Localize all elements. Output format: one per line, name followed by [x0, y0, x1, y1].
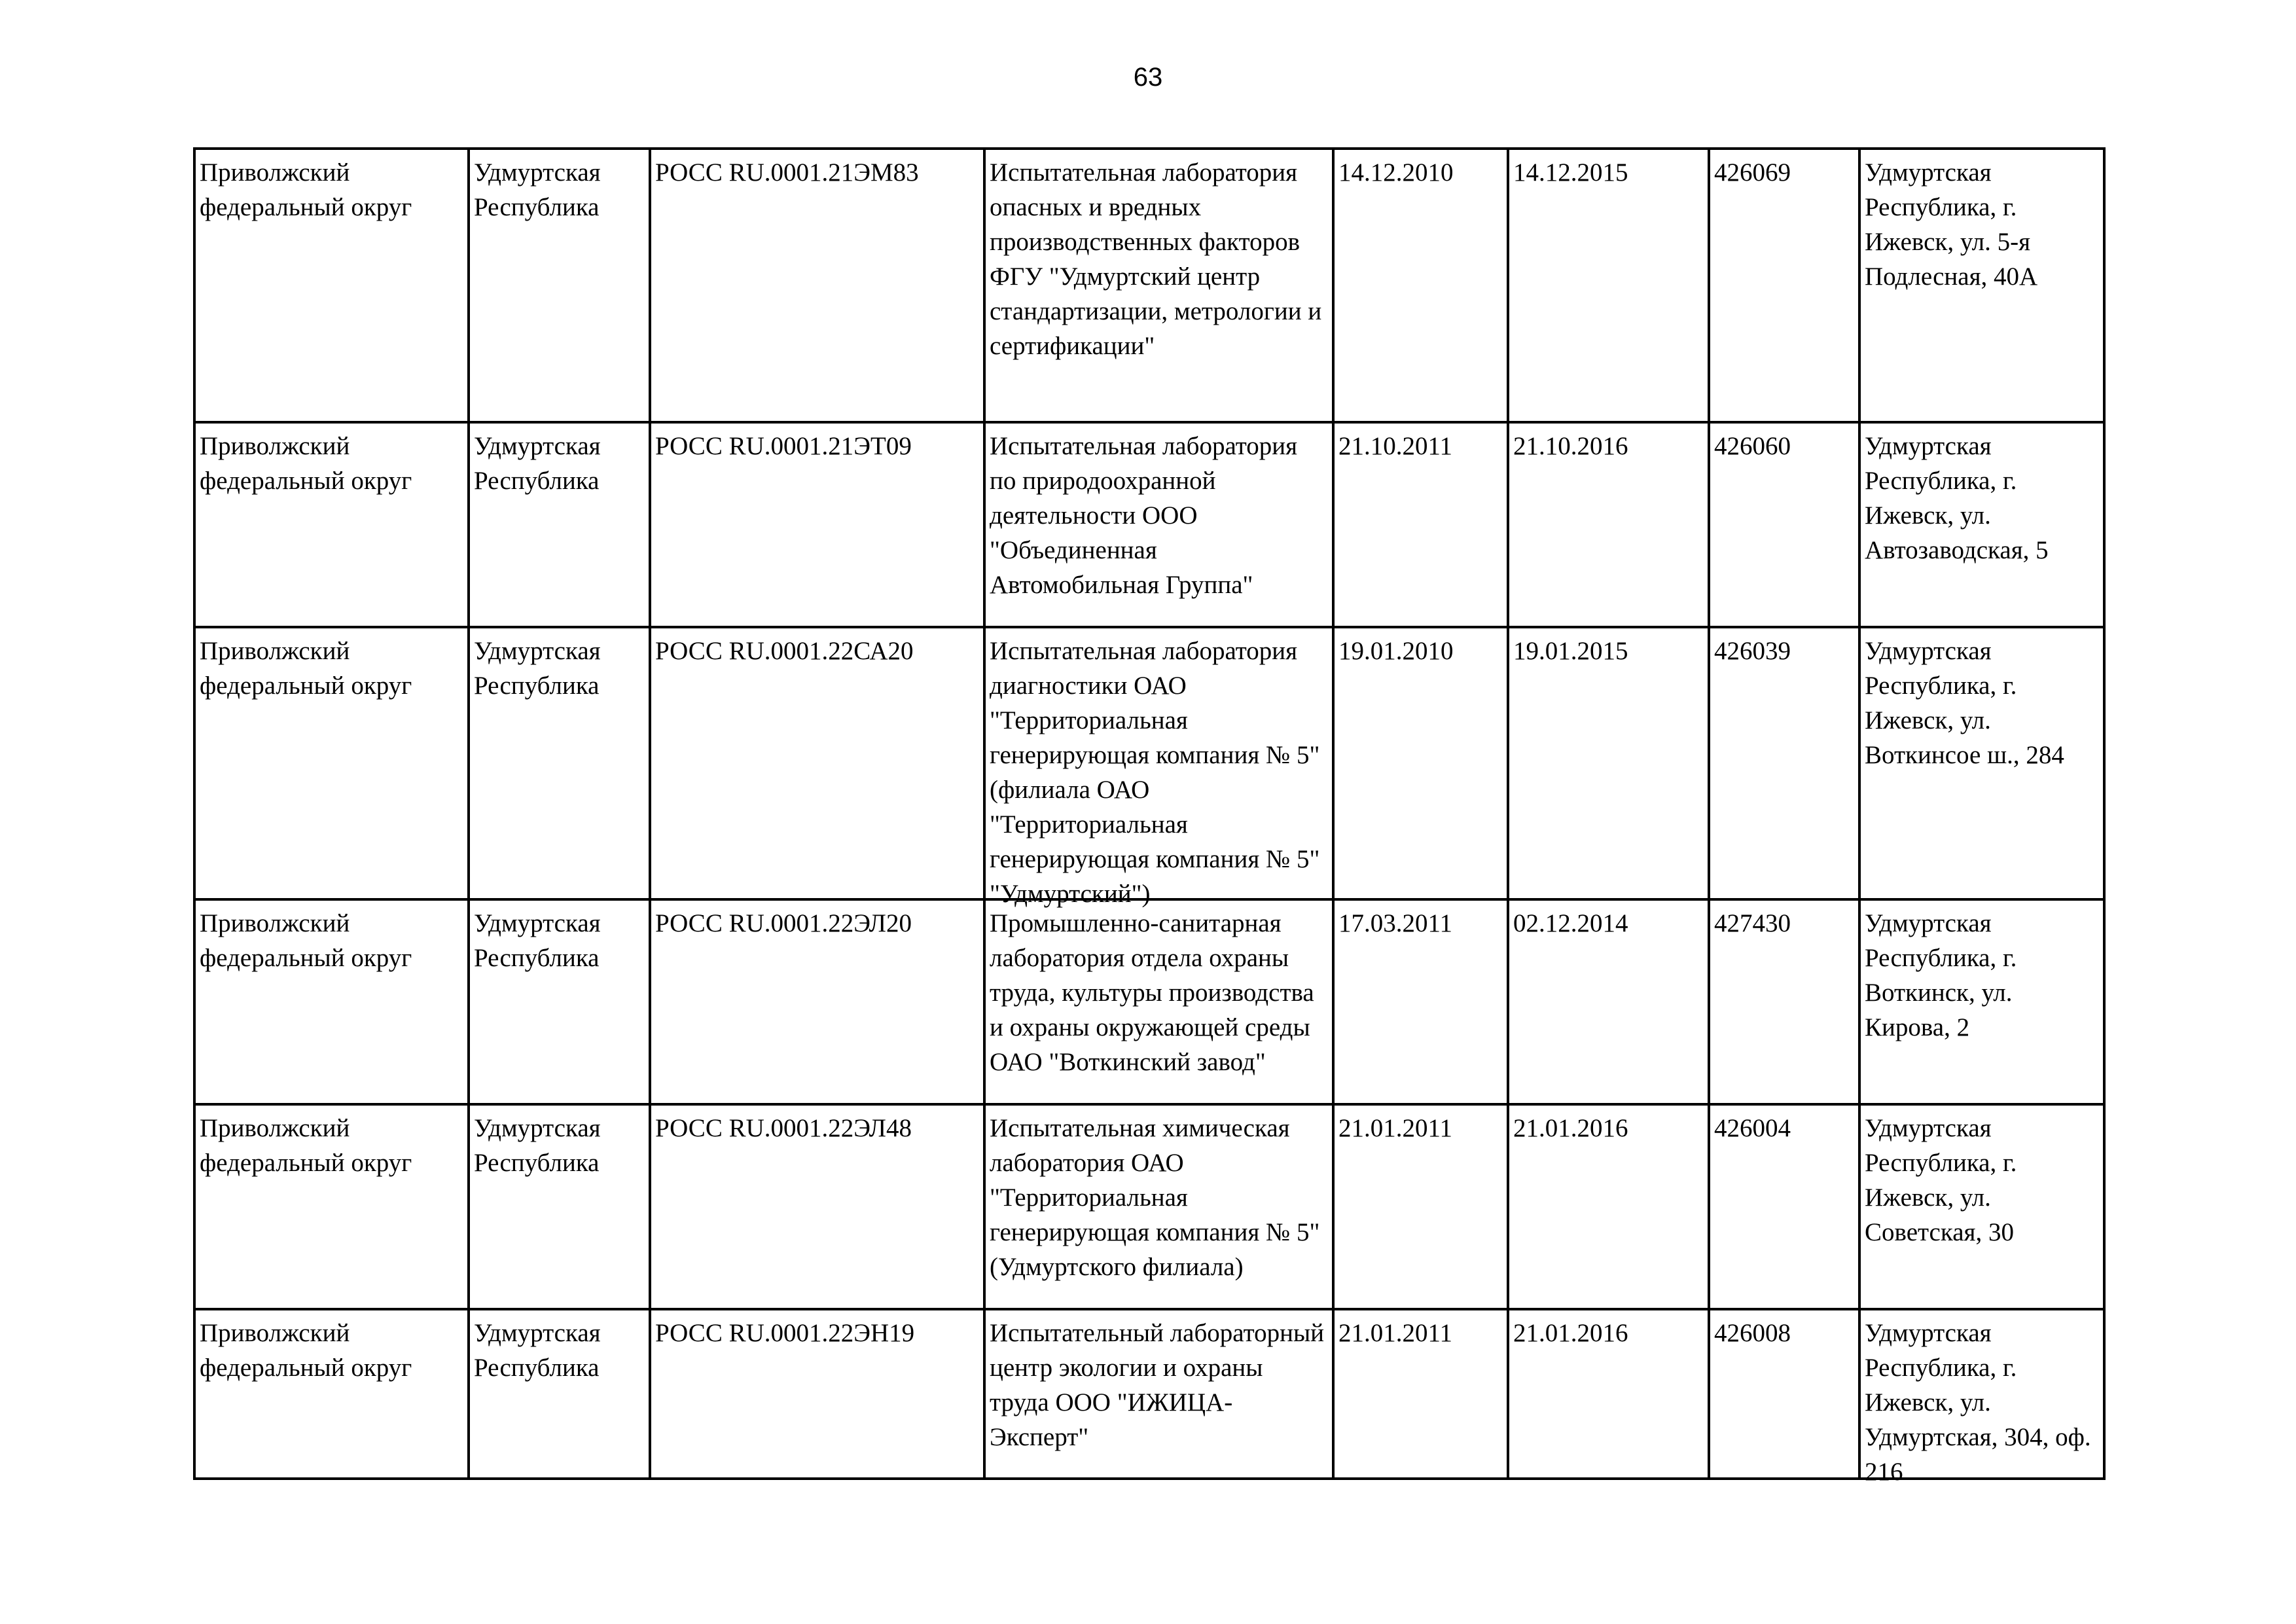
cell-region: Удмуртская Республика	[469, 149, 650, 422]
cell-postal-code: 427430	[1709, 899, 1859, 1104]
table-row	[194, 899, 2104, 1104]
cell-district: Приволжский федеральный округ	[194, 899, 469, 1104]
cell-address: Удмуртская Республика, г. Ижевск, ул. Удмуртская, 304, оф. 216	[1859, 1309, 2104, 1479]
cell-postal-code: 426039	[1709, 627, 1859, 899]
cell-postal-code: 426008	[1709, 1309, 1859, 1479]
cell-region: Удмуртская Республика	[469, 422, 650, 627]
cell-postal-code: 426004	[1709, 1104, 1859, 1309]
cell-date-valid-until: 21.10.2016	[1508, 422, 1709, 627]
cell-date-issued: 21.10.2011	[1333, 422, 1508, 627]
table-row	[194, 627, 2104, 899]
cell-postal-code: 426060	[1709, 422, 1859, 627]
cell-laboratory: Испытательный лабораторный центр экологии и охраны труда ООО "ИЖИЦА-Эксперт"	[984, 1309, 1333, 1479]
page-number: 63	[1133, 63, 1163, 92]
cell-district: Приволжский федеральный округ	[194, 627, 469, 899]
cell-date-valid-until: 19.01.2015	[1508, 627, 1709, 899]
cell-date-valid-until: 21.01.2016	[1508, 1309, 1709, 1479]
cell-date-valid-until: 21.01.2016	[1508, 1104, 1709, 1309]
cell-address: Удмуртская Республика, г. Ижевск, ул. 5-я Подлесная, 40А	[1859, 149, 2104, 422]
cell-district: Приволжский федеральный округ	[194, 1104, 469, 1309]
cell-postal-code: 426069	[1709, 149, 1859, 422]
cell-laboratory: Испытательная химическая лаборатория ОАО "Территориальная генерирующая компания № 5" (Удмуртского филиала)	[984, 1104, 1333, 1309]
table-row	[194, 1309, 2104, 1479]
cell-laboratory: Испытательная лаборатория по природоохранной деятельности ООО "Объединенная Автомобильная Группа"	[984, 422, 1333, 627]
table-row	[194, 422, 2104, 627]
cell-date-issued: 21.01.2011	[1333, 1104, 1508, 1309]
cell-laboratory: Испытательная лаборатория диагностики ОАО "Территориальная генерирующая компания № 5" (филиала ОАО "Территориальная генерирующая компания № 5" "Удмуртский")	[984, 627, 1333, 899]
cell-accreditation-number: РОСС RU.0001.22СА20	[650, 627, 984, 899]
cell-laboratory: Промышленно-санитарная лаборатория отдела охраны труда, культуры производства и охраны окружающей среды ОАО "Воткинский завод"	[984, 899, 1333, 1104]
cell-district: Приволжский федеральный округ	[194, 1309, 469, 1479]
laboratory-registry-table	[193, 147, 2106, 1486]
cell-district: Приволжский федеральный округ	[194, 149, 469, 422]
table-row	[194, 1104, 2104, 1309]
cell-accreditation-number: РОСС RU.0001.21ЭТ09	[650, 422, 984, 627]
cell-region: Удмуртская Республика	[469, 899, 650, 1104]
cell-date-issued: 14.12.2010	[1333, 149, 1508, 422]
cell-date-issued: 21.01.2011	[1333, 1309, 1508, 1479]
cell-date-valid-until: 02.12.2014	[1508, 899, 1709, 1104]
cell-address: Удмуртская Республика, г. Воткинск, ул. Кирова, 2	[1859, 899, 2104, 1104]
cell-address: Удмуртская Республика, г. Ижевск, ул. Воткинсое ш., 284	[1859, 627, 2104, 899]
cell-accreditation-number: РОСС RU.0001.22ЭЛ48	[650, 1104, 984, 1309]
table-row	[194, 149, 2104, 422]
cell-region: Удмуртская Республика	[469, 1104, 650, 1309]
cell-region: Удмуртская Республика	[469, 1309, 650, 1479]
cell-district: Приволжский федеральный округ	[194, 422, 469, 627]
cell-accreditation-number: РОСС RU.0001.22ЭН19	[650, 1309, 984, 1479]
cell-address: Удмуртская Республика, г. Ижевск, ул. Автозаводская, 5	[1859, 422, 2104, 627]
cell-date-valid-until: 14.12.2015	[1508, 149, 1709, 422]
cell-accreditation-number: РОСС RU.0001.22ЭЛ20	[650, 899, 984, 1104]
cell-date-issued: 19.01.2010	[1333, 627, 1508, 899]
cell-accreditation-number: РОСС RU.0001.21ЭМ83	[650, 149, 984, 422]
cell-laboratory: Испытательная лаборатория опасных и вредных производственных факторов ФГУ "Удмуртский центр стандартизации, метрологии и сертификации"	[984, 149, 1333, 422]
cell-region: Удмуртская Республика	[469, 627, 650, 899]
cell-address: Удмуртская Республика, г. Ижевск, ул. Советская, 30	[1859, 1104, 2104, 1309]
cell-date-issued: 17.03.2011	[1333, 899, 1508, 1104]
